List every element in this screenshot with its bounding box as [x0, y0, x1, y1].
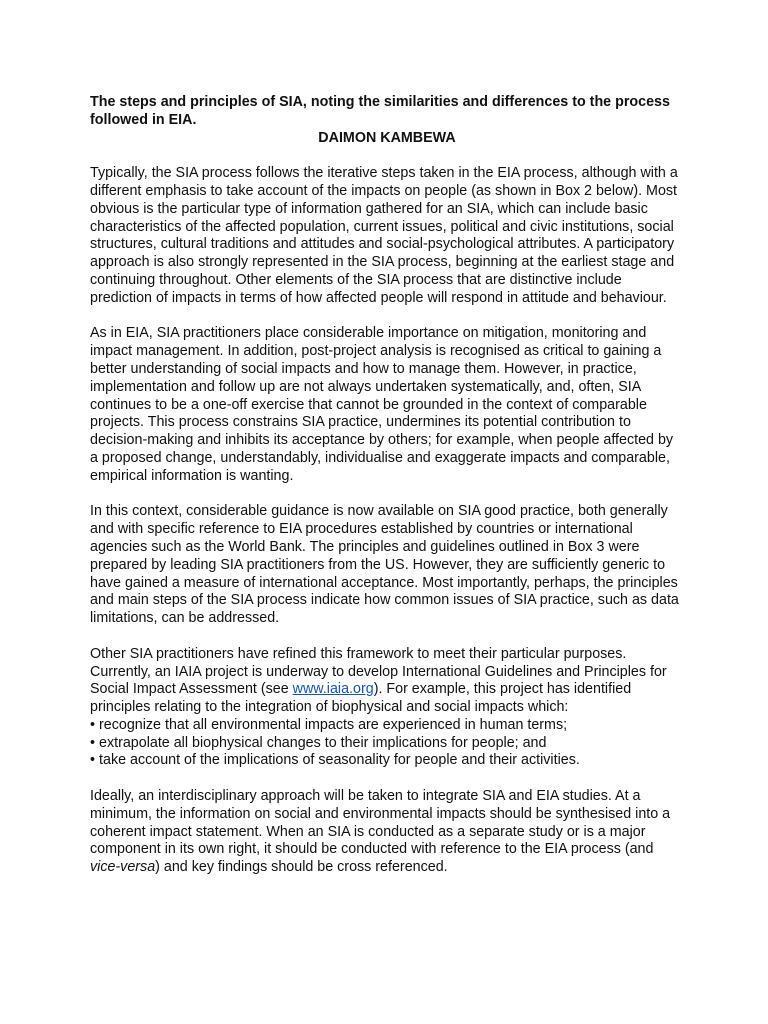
bullet-icon: •	[90, 734, 96, 751]
bullet-icon: •	[90, 752, 96, 769]
paragraph-1: Typically, the SIA process follows the iterative steps taken in the EIA process, although with a different emphasis to take account of the impacts on people (as shown in Box 2 below). Most obvious is the particular type of information gathered for an SIA, which can include basic characteristics of the affected population, current issues, political and civic institutions, social structures, cultural traditions and attitudes and social-psychological attributes. A participatory approach is also strongly represented in the SIA process, beginning at the earliest stage and continuing throughout. Other elements of the SIA process that are distinctive include prediction of impacts in terms of how affected people will respond in attitude and behaviour.	[90, 165, 678, 306]
paragraph-5-text-before-italic: Ideally, an interdisciplinary approach will be taken to integrate SIA and EIA studies. At a minimum, the information on social and environmental impacts should be synthesised into a coherent impact statement. When an SIA is conducted as a separate study or is a major component in its own right, it should be conducted with reference to the EIA process (and	[90, 788, 671, 858]
document-title: The steps and principles of SIA, noting the similarities and differences to the process followed in EIA.	[90, 94, 670, 128]
document-body	[90, 94, 684, 877]
paragraph-5	[90, 788, 684, 877]
list-item	[90, 717, 684, 735]
paragraph-5-italic-text: vice-versa	[90, 859, 156, 876]
paragraph-4-text-after-link: ). For example, this project has identified principles relating to the integration of biophysical and social impacts which:	[90, 681, 632, 716]
bullet-icon: •	[90, 716, 96, 733]
paragraph-2: As in EIA, SIA practitioners place considerable importance on mitigation, monitoring and impact management. In addition, post-project analysis is recognised as critical to gaining a better understanding of social impacts and how to manage them. However, in practice, implementation and follow up are not always undertaken systematically, and, often, SIA continues to be a one-off exercise that cannot be grounded in the context of comparable projects. This process constrains SIA practice, undermines its potential contribution to decision-making and inhibits its acceptance by others; for example, when people affected by a proposed change, understandably, individualise and exaggerate impacts and comparable, empirical information is wanting.	[90, 325, 674, 484]
document-author: DAIMON KAMBEWA	[318, 129, 456, 146]
iaia-link[interactable]: www.iaia.org	[292, 681, 374, 698]
list-item-text: recognize that all environmental impacts are experienced in human terms;	[99, 716, 568, 733]
paragraph-3: In this context, considerable guidance is now available on SIA good practice, both generally and with specific reference to EIA procedures established by countries or international agencies such as the World Bank. The principles and guidelines outlined in Box 3 were prepared by leading SIA practitioners from the US. However, they are sufficiently generic to have gained a measure of international acceptance. Most importantly, perhaps, the principles and main steps of the SIA process indicate how common issues of SIA practice, such as data limitations, can be addressed.	[90, 503, 679, 627]
paragraph-4-text-before-link: Other SIA practitioners have refined this framework to meet their particular purposes. Currently, an IAIA project is underway to develop International Guidelines and Principles for Social Impact Assessment (see	[90, 645, 667, 698]
paragraph-4	[90, 646, 684, 771]
list-item-text: take account of the implications of seasonality for people and their activities.	[99, 752, 580, 769]
list-item	[90, 752, 684, 770]
paragraph-5-text-after-italic: ) and key findings should be cross referenced.	[155, 859, 448, 876]
list-item-text: extrapolate all biophysical changes to their implications for people; and	[99, 734, 547, 751]
principles-list	[90, 717, 684, 770]
list-item	[90, 735, 684, 753]
